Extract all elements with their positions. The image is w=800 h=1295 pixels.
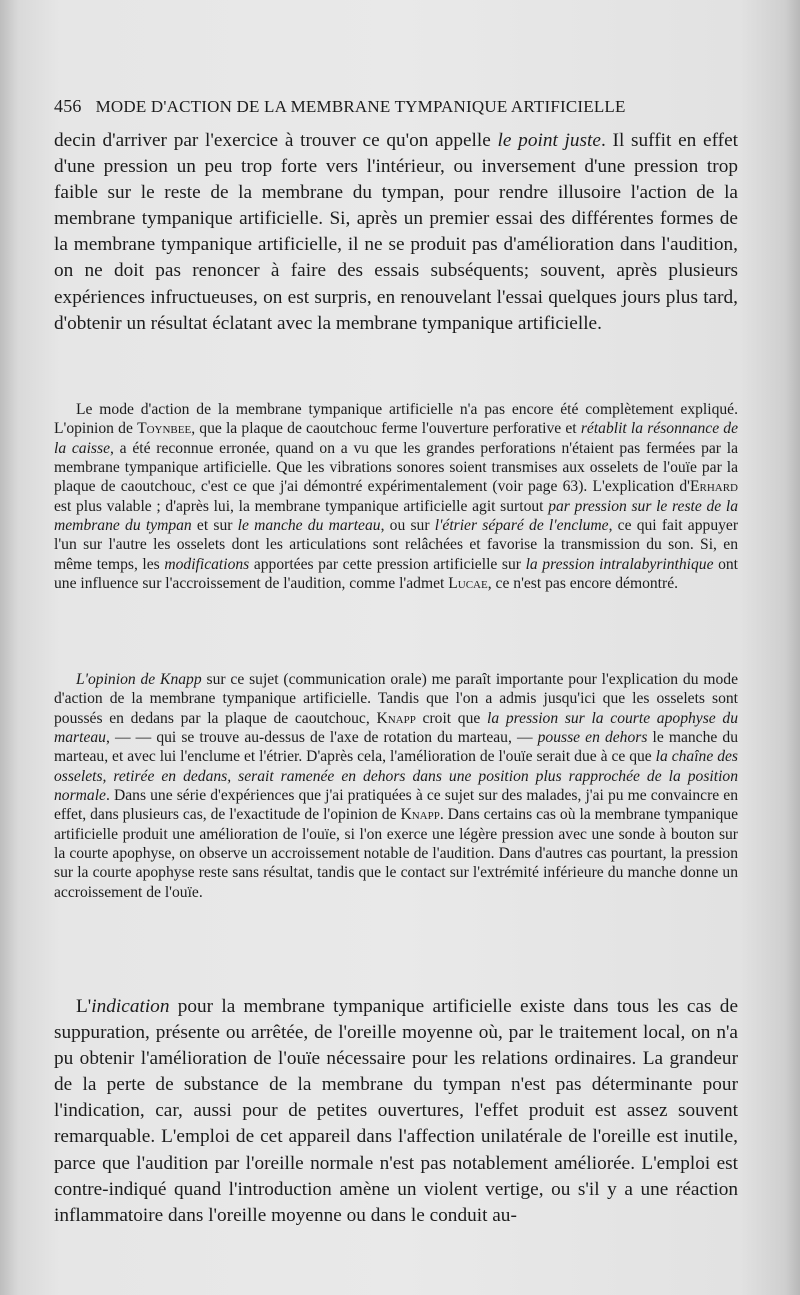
p3-name-knapp-2: Knapp (400, 806, 440, 824)
page-number: 456 (54, 96, 82, 116)
p2-text-4: est plus valable ; d'après lui, la membrane tympanique artificielle agit surtout (54, 497, 549, 515)
p2-text-3: , a été reconnue erronée, quand on a vu que les grandes perforations n'étaient pas fermées par la membrane tympanique artificielle. Que les vibrations sonores soient transmises aux osselets de l'ouïe par la plaque de caoutchouc, c'est ce que j'ai démontré expérimentalement (voir page 63). L'explication d' (54, 439, 738, 496)
p3-text-4: le manche du marteau, et avec lui l'enclume et l'étrier. D'après cela, l'amélioration de l'ouïe serait due à ce que (54, 729, 738, 766)
p2-italic-2: par pression sur le reste de la membrane du tympan (54, 497, 738, 535)
p2-text-9: ont une influence sur l'accroissement de l'audition, comme l'admet (54, 555, 739, 593)
paragraph-2-block (54, 400, 738, 593)
p2-italic-6: la pression intralabyrinthique (525, 555, 714, 573)
p3-italic-2: la pression sur la courte apophyse du marteau (54, 709, 738, 747)
p3-text-6: . Dans certains cas où la membrane tympanique artificielle produit une amélioration de l'ouïe, si l'on exerce une légère pression avec une sonde à bouton sur la courte apophyse, on observe un accroissement notable de l'audition. Dans d'autres cas pourtant, la pression sur la courte apophyse reste sans résultat, tandis que le contact sur l'extrémité inférieure du manche donne un accroissement de l'ouïe. (54, 806, 739, 901)
p4-text-2: pour la membrane tympanique artificielle existe dans tous les cas de suppuration, présente ou arrêtée, de l'oreille moyenne où, par le traitement local, on n'a pu obtenir l'amélioration de l'ouïe nécessaire pour les relations ordinaires. La grandeur de la perte de substance de la membrane du tympan n'est pas déterminante pour l'indication, car, aussi pour de petites ouvertures, l'effet produit est assez souvent remarquable. L'emploi de cet appareil dans l'affection unilatérale de l'oreille est inutile, parce que l'audition par l'oreille normale n'est pas notablement améliorée. L'emploi est contre-indiqué quand l'introduction amène un violent vertige, ou s'il y a une réaction inflammatoire dans l'oreille moyenne ou dans le conduit au- (54, 996, 738, 1226)
p2-italic-4: l'étrier séparé de l'enclume (434, 517, 609, 535)
p3-text-3: , — — qui se trouve au-dessus de l'axe de rotation du marteau, — (105, 729, 538, 747)
p2-text-2: , que la plaque de caoutchouc ferme l'ouverture perforative et (191, 420, 581, 438)
paragraph-1-block (54, 128, 738, 337)
p2-italic-1: rétablit la résonnance de la caisse (54, 420, 739, 457)
paragraph-4-block (54, 994, 738, 1229)
p3-text-2: croit que (415, 709, 488, 727)
paragraph-3 (54, 670, 738, 902)
p1-text-2: . Il suffit en effet d'une pression un peu trop forte vers l'intérieur, ou inversement d'une pression trop faible sur le reste de la membrane du tympan, pour rendre illusoire l'action de la membrane tympanique artificielle. Si, après un premier essai des différentes formes de la membrane tympanique artificielle, il ne se produit pas d'amélioration dans l'audition, on ne doit pas renoncer à faire des essais subséquents; souvent, après plusieurs expériences infructueuses, on est surpris, en renouvelant l'essai quelques jours plus tard, d'obtenir un résultat éclatant avec la membrane tympanique artificielle. (54, 130, 739, 334)
header-title: MODE D'ACTION DE LA MEMBRANE TYMPANIQUE ARTIFICIELLE (95, 97, 626, 116)
p2-name-erhard: Erhard (689, 478, 738, 496)
p2-name-toynbee: Toynbee (137, 420, 192, 438)
p3-text-1: sur ce sujet (communication orale) me paraît importante pour l'explication du mode d'action de la membrane tympanique artificielle. Tandis que l'on a admis jusqu'ici que les osselets sont poussés en dedans par la plaque de caoutchouc, (54, 671, 738, 727)
p2-italic-5: modifications (164, 555, 250, 573)
p3-italic-4: la chaîne des osselets, retirée en dedans, serait ramenée en dehors dans une position plus rapprochée de la position normale (54, 748, 738, 805)
p1-text-1: decin d'arriver par l'exercice à trouver ce qu'on appelle (54, 130, 498, 151)
p4-text-1: L' (76, 996, 92, 1017)
paragraph-2 (54, 400, 738, 593)
running-head (54, 96, 738, 117)
paragraph-3-block (54, 670, 738, 902)
p2-text-7: , ce qui fait appuyer l'un sur l'autre les osselets dont les articulations sont relâchées et favorise la transmission du son. Si, en même temps, les (54, 517, 739, 573)
p3-italic-1: L'opinion de Knapp (76, 671, 202, 688)
p2-text-1: Le mode d'action de la membrane tympanique artificielle n'a pas encore été complètement expliqué. L'opinion de (54, 401, 738, 438)
p4-italic-1: indication (91, 996, 170, 1017)
paragraph-4 (54, 994, 738, 1229)
p1-italic-1: le point juste (497, 130, 601, 151)
p2-name-lucae: Lucae (448, 575, 488, 593)
paragraph-1 (54, 128, 738, 337)
p3-text-5: . Dans une série d'expériences que j'ai pratiquées à ce sujet sur des malades, j'ai pu me convaincre en effet, dans plusieurs cas, de l'exactitude de l'opinion de (54, 787, 738, 824)
p2-text-8: apportées par cette pression artificielle sur (249, 555, 526, 573)
p3-name-knapp-1: Knapp (376, 709, 416, 727)
p2-text-5: et sur (191, 517, 238, 535)
p2-italic-3: le manche du marteau (237, 517, 381, 535)
p3-italic-3: pousse en dehors (537, 729, 648, 747)
p2-text-6: , ou sur (380, 517, 435, 535)
p2-text-10: , ce n'est pas encore démontré. (487, 575, 679, 593)
